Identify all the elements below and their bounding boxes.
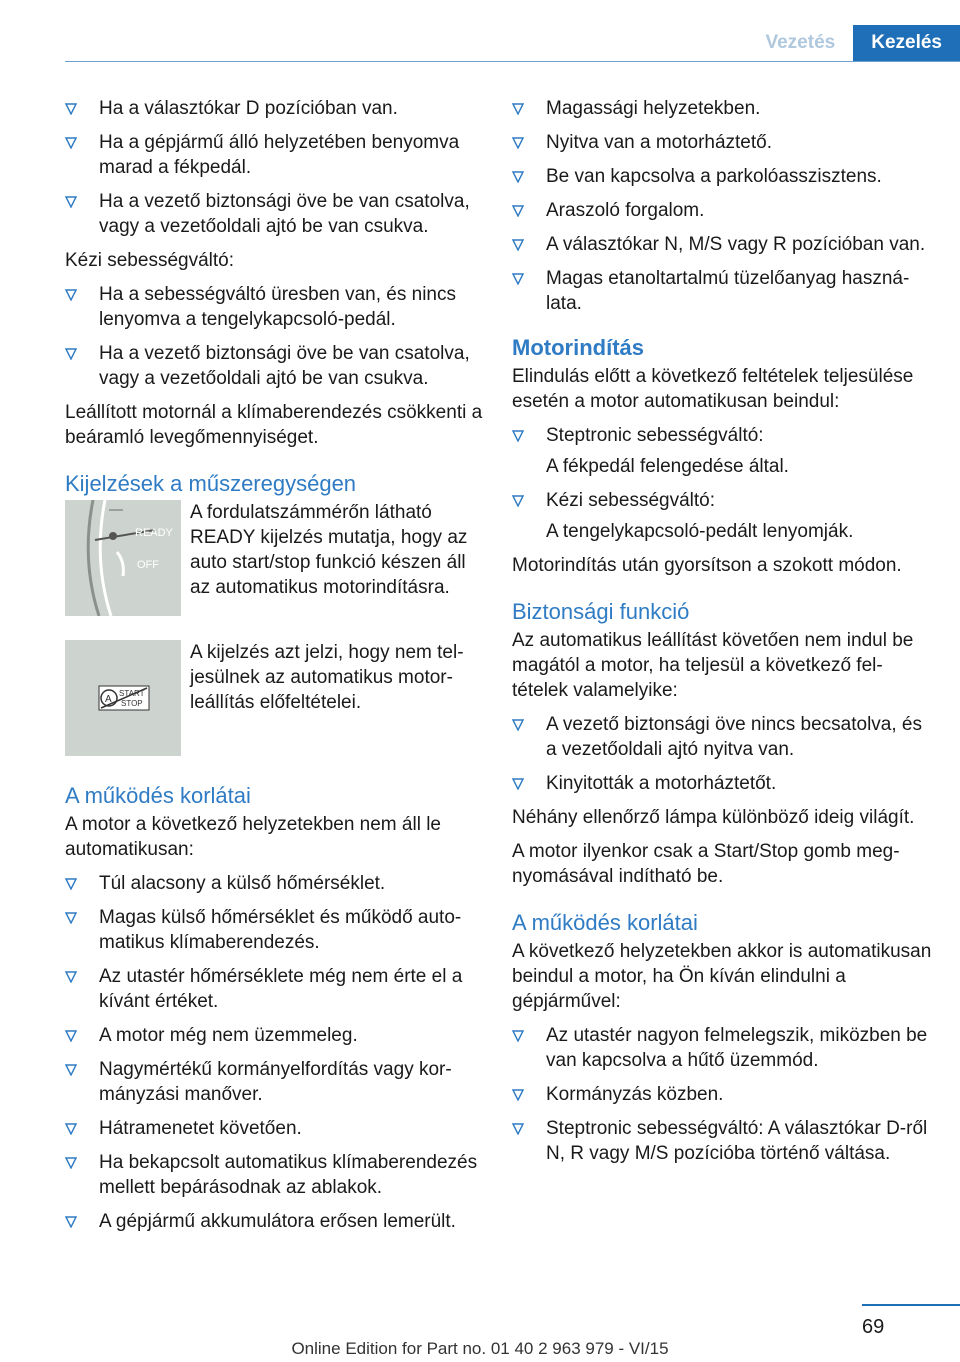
auto-symbol-letter: A [105, 694, 112, 705]
triangle-bullet-icon [512, 719, 524, 731]
start-label: START [119, 689, 145, 698]
page-number: 69 [862, 1316, 885, 1338]
list-item: Be van kapcsolva a parkolóasszisztens. [512, 164, 932, 189]
left-column [65, 96, 485, 1243]
list-item: Steptronic sebességváltó: A választókar D-ről N, R vagy M/S pozícióba történő váltása. [512, 1116, 932, 1166]
triangle-bullet-icon [65, 348, 77, 360]
list-item: A motor még nem üzemmeleg. [65, 1023, 485, 1048]
list-item: Magas külső hőmérséklet és működő automatikus klímaberendezés. [65, 905, 485, 955]
list-subitem: A fékpedál felengedése által. [546, 456, 789, 477]
paragraph: Motorindítás után gyorsítson a szokott módon. [512, 555, 902, 576]
triangle-bullet-icon [65, 1123, 77, 1135]
figure-row [65, 500, 485, 616]
list-item: Magas etanoltartalmú tüzelőanyag használata. [512, 266, 932, 316]
triangle-bullet-icon [65, 1030, 77, 1042]
triangle-bullet-icon [65, 878, 77, 890]
triangle-bullet-icon [512, 778, 524, 790]
header-divider [65, 61, 960, 62]
figure-caption: A fordulatszámmérőn látható READY kijelzés mutatja, hogy az auto start/stop funkció készen áll az automatikus motorindításra. [190, 502, 468, 598]
list-item: A vezető biztonsági öve nincs becsatolva, és a vezetőoldali ajtó nyitva van. [512, 712, 932, 762]
section-tab-controls[interactable]: Kezelés [853, 25, 960, 61]
triangle-bullet-icon [65, 289, 77, 301]
list-item: Ha bekapcsolt automatikus klímaberendezés mellett bepárásodnak az ablakok. [65, 1150, 485, 1200]
list-item: Az utastér nagyon felmelegszik, miközben be van kapcsolva a hűtő üzemmód. [512, 1023, 932, 1073]
list-item: A választókar N, M/S vagy R pozícióban van. [512, 232, 932, 257]
section-heading: Motorindítás [512, 335, 644, 360]
list-subitem: A tengelykapcsoló-pedált lenyomják. [546, 521, 854, 542]
list-item: Az utastér hőmérséklete még nem érte el a kívánt értéket. [65, 964, 485, 1014]
list-item: Ha a vezető biztonsági öve be van csatolva, vagy a vezetőoldali ajtó be van csukva. [65, 341, 485, 391]
list-item: Hátramenetet követően. [65, 1116, 485, 1141]
right-column [512, 96, 932, 1175]
triangle-bullet-icon [512, 273, 524, 285]
list-item: Steptronic sebességváltó: [512, 423, 932, 448]
triangle-bullet-icon [512, 205, 524, 217]
header-tabs [747, 25, 960, 61]
triangle-bullet-icon [512, 1123, 524, 1135]
figure-row [65, 640, 485, 756]
triangle-bullet-icon [512, 495, 524, 507]
list-item: Nagymértékű kormányelfordítás vagy kormányzási manőver. [65, 1057, 485, 1107]
triangle-bullet-icon [65, 1216, 77, 1228]
triangle-bullet-icon [512, 1030, 524, 1042]
list-item: Kinyitották a motorháztetőt. [512, 771, 932, 796]
list-item: Kormányzás közben. [512, 1082, 932, 1107]
triangle-bullet-icon [512, 239, 524, 251]
tachometer-ready-image [65, 500, 181, 616]
triangle-bullet-icon [512, 103, 524, 115]
section-heading: A működés korlátai [512, 910, 698, 935]
start-stop-unavailable-image [65, 640, 181, 756]
triangle-bullet-icon [65, 1064, 77, 1076]
figure-caption: A kijelzés azt jelzi, hogy nem teljesülnek az automatikus motorleállítás előfeltételei. [190, 642, 464, 713]
paragraph: A következő helyzetekben akkor is automatikusan beindul a motor, ha Ön kíván elindulni a gépjárművel: [512, 941, 932, 1012]
triangle-bullet-icon [512, 171, 524, 183]
off-label: OFF [137, 559, 159, 571]
list-item: Ha a sebességváltó üresben van, és nincs lenyomva a tengelykapcsoló-pedál. [65, 282, 485, 332]
edition-footer: Online Edition for Part no. 01 40 2 963 979 - VI/15 [291, 1339, 669, 1358]
section-heading: Biztonsági funkció [512, 599, 690, 624]
list-item: Nyitva van a motorháztető. [512, 130, 932, 155]
ready-label: READY [135, 527, 173, 539]
paragraph: Elindulás előtt a következő feltételek teljesülése esetén a motor automatikusan beindul: [512, 366, 914, 412]
section-tab-driving[interactable]: Vezetés [747, 25, 853, 61]
list-item: Kézi sebességváltó: [512, 488, 932, 513]
section-heading: Kijelzések a műszeregységen [65, 471, 357, 496]
stop-label: STOP [121, 699, 143, 708]
triangle-bullet-icon [512, 1089, 524, 1101]
paragraph: Néhány ellenőrző lámpa különböző ideig világít. [512, 807, 915, 828]
triangle-bullet-icon [65, 971, 77, 983]
list-item: Magassági helyzetekben. [512, 96, 932, 121]
section-heading: A működés korlátai [65, 783, 251, 808]
triangle-bullet-icon [65, 1157, 77, 1169]
list-item: Ha a választókar D pozícióban van. [65, 96, 485, 121]
triangle-bullet-icon [65, 103, 77, 115]
paragraph: Leállított motornál a klímaberendezés csökkenti a beáramló levegőmennyiséget. [65, 402, 483, 448]
triangle-bullet-icon [65, 196, 77, 208]
paragraph: A motor ilyenkor csak a Start/Stop gomb megnyomásával indítható be. [512, 841, 900, 887]
triangle-bullet-icon [65, 137, 77, 149]
footer-divider [862, 1304, 960, 1306]
list-item: Ha a vezető biztonsági öve be van csatolva, vagy a vezetőoldali ajtó be van csukva. [65, 189, 485, 239]
list-item: A gépjármű akkumulátora erősen lemerült. [65, 1209, 485, 1234]
manual-gearbox-label: Kézi sebességváltó: [65, 250, 234, 271]
triangle-bullet-icon [512, 430, 524, 442]
list-item: Araszoló forgalom. [512, 198, 932, 223]
triangle-bullet-icon [65, 912, 77, 924]
list-item: Ha a gépjármű álló helyzetében benyomva marad a fékpedál. [65, 130, 485, 180]
triangle-bullet-icon [512, 137, 524, 149]
list-item: Túl alacsony a külső hőmérséklet. [65, 871, 485, 896]
paragraph: Az automatikus leállítást követően nem indul be magától a motor, ha teljesül a következő feltételek valamelyike: [512, 630, 914, 701]
paragraph: A motor a következő helyzetekben nem áll le automatikusan: [65, 814, 441, 860]
